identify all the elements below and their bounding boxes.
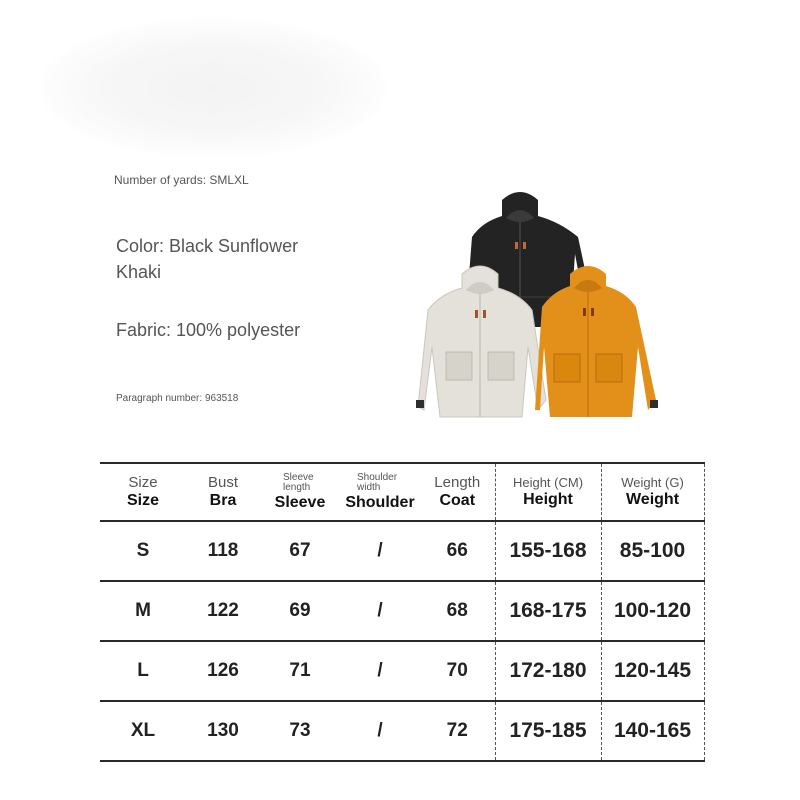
header-size: Size Size [126,474,159,509]
fabric-text: Fabric: 100% polyester [116,320,301,340]
yards-text: Number of yards: SMLXL [114,173,249,187]
header-bust: Bust Bra [207,474,238,509]
cell-sleeve: 69 [289,600,311,621]
cell-bust: 122 [207,600,239,621]
cell-weight: 140-165 [601,701,704,761]
cell-bust: 118 [207,540,239,561]
header-length: Length Coat [434,474,481,509]
cell-size: XL [130,720,156,741]
cell-weight: 100-120 [601,581,704,641]
cell-weight: 120-145 [601,641,704,701]
cell-sleeve: 71 [289,660,311,681]
cell-sleeve: 67 [289,540,311,561]
table-row [100,581,704,641]
cell-height: 175-185 [495,701,601,761]
header-sleeve: Sleeve length Sleeve [274,471,326,511]
cell-bust: 126 [207,660,239,681]
cell-shoulder: / [377,720,383,741]
jackets-product-image [410,182,665,422]
cell-length: 70 [446,660,468,681]
cell-bust: 130 [207,720,239,741]
cell-length: 68 [446,600,468,621]
size-chart-table [100,462,705,762]
cell-height: 168-175 [495,581,601,641]
cell-shoulder: / [377,600,383,621]
cell-sleeve: 73 [289,720,311,741]
table-row [100,521,704,581]
header-weight: Weight (G) Weight [601,463,704,521]
cell-size: S [136,540,150,561]
cell-size: L [137,660,149,681]
cell-length: 66 [446,540,468,561]
cell-weight: 85-100 [601,521,704,581]
cell-height: 172-180 [495,641,601,701]
cell-shoulder: / [377,660,383,681]
header-shoulder: Shoulder width Shoulder [345,471,415,511]
paragraph-number-text: Paragraph number: 963518 [116,393,239,404]
table-row [100,701,704,761]
table-header-row [100,463,704,521]
cell-shoulder: / [377,540,383,561]
header-height: Height (CM) Height [495,463,601,521]
cell-size: M [135,600,151,621]
cell-length: 72 [446,720,468,741]
color-text: Color: Black Sunflower Khaki [116,236,299,282]
cell-height: 155-168 [495,521,601,581]
blurred-background-shape [38,18,388,158]
table-row [100,641,704,701]
